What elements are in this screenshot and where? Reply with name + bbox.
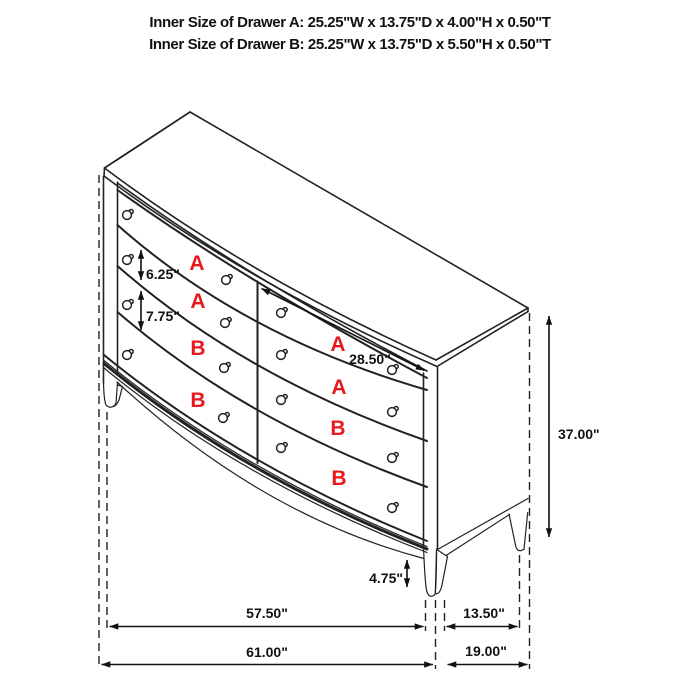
dim-drawer-a-height: 6.25" [146,266,180,282]
dim-overall-height: 37.00" [558,426,600,442]
dresser-drawing [104,112,529,596]
back-right-leg [509,513,528,551]
header-line-2: Inner Size of Drawer B: 25.25"W x 13.75"D x 5.50"H x 0.50"T [149,36,551,53]
dim-overall-width: 61.00" [246,644,288,660]
knob-icon [220,363,231,373]
front-right-leg [424,546,448,596]
dimension-texts [146,266,600,660]
knob-icon [221,318,232,328]
dim-overall-depth: 19.00" [465,643,507,659]
knob-icon [277,308,288,318]
drawer-label-right-1: A [330,333,346,356]
side-panel-base [438,499,529,556]
knob-icon [388,407,399,417]
header-line-1: Inner Size of Drawer A: 25.25"W x 13.75"D x 4.00"H x 0.50"T [149,14,551,31]
base-molding [104,361,427,559]
knob-icon [222,275,233,285]
knob-icon [388,503,399,513]
knob-icon [277,350,288,360]
knob-icon [277,443,288,453]
knob-icon [219,413,230,423]
dresser-top [104,112,528,367]
knob-icon [123,350,134,360]
knob-icon [277,395,288,405]
knob-icon [388,453,399,463]
drawer-label-right-4: B [331,467,347,490]
knob-icon [123,255,134,265]
drawer-label-right-2: A [331,376,347,399]
drawer-label-right-3: B [330,417,346,440]
dim-leg-height: 4.75" [369,570,403,586]
dim-right-column-width: 28.50" [349,351,391,367]
drawer-label-left-3: B [190,337,206,360]
drawer-label-left-4: B [190,389,206,412]
front-left-leg [104,383,123,407]
dim-side-leg-span: 13.50" [463,605,505,621]
dim-drawer-b-height: 7.75" [146,308,180,324]
drawer-label-left-2: A [190,290,206,313]
knob-icon [123,210,134,220]
arrow-right-column-width [262,289,425,371]
dim-front-leg-span: 57.50" [246,605,288,621]
drawer-label-left-1: A [189,252,205,275]
knob-icon [123,300,134,310]
